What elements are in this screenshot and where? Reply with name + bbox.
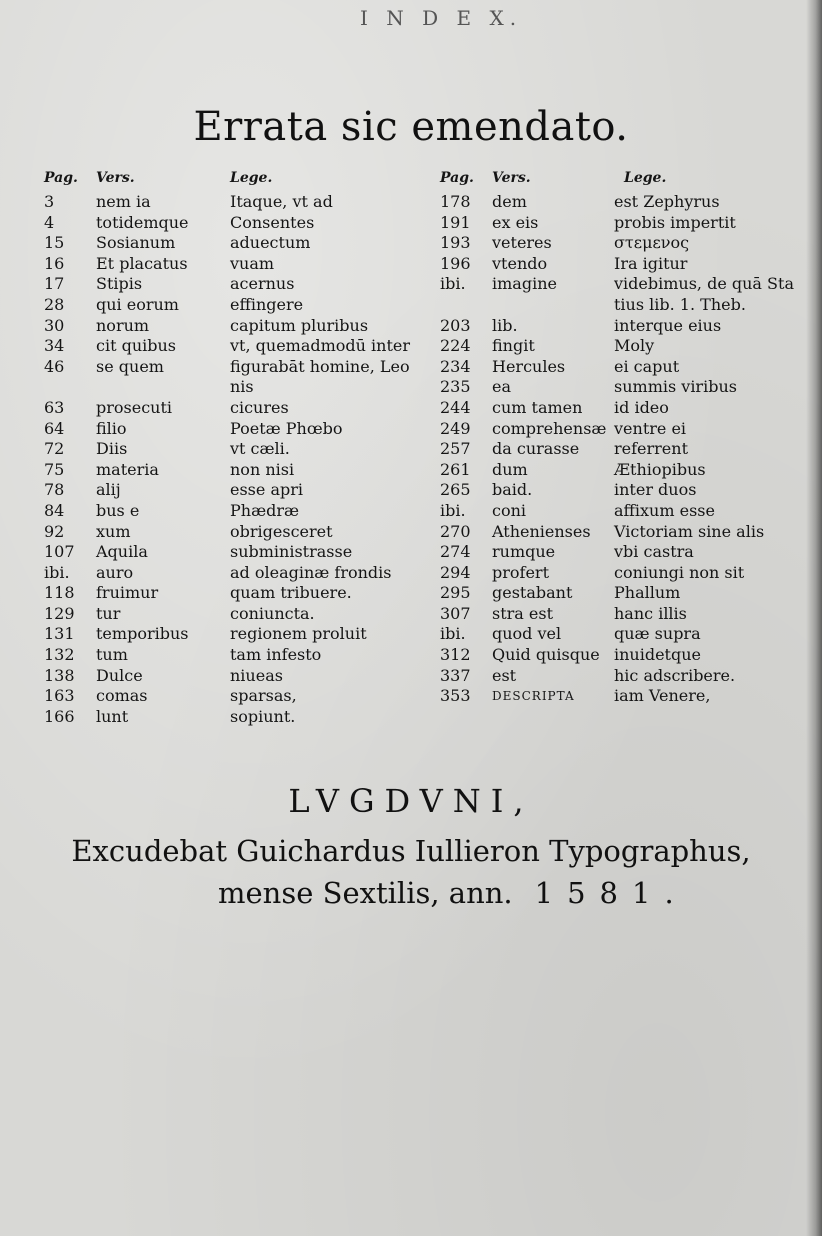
left-lege-cell: nis bbox=[230, 377, 254, 397]
left-pag-cell: 64 bbox=[44, 418, 65, 438]
imprint-printer: Excudebat Guichardus Iullieron Typographus, bbox=[71, 834, 751, 868]
left-vers-column bbox=[96, 192, 226, 727]
right-pag-cell: 249 bbox=[440, 418, 471, 438]
right-pag-cell: 261 bbox=[440, 459, 471, 479]
left-vers-cell: fruimur bbox=[96, 583, 159, 603]
left-lege-cell: obrigesceret bbox=[230, 521, 333, 541]
left-pag-cell: 138 bbox=[44, 665, 75, 685]
left-pag-cell: 118 bbox=[44, 583, 75, 603]
right-pag-cell: 196 bbox=[440, 253, 471, 273]
left-vers-cell: Aquila bbox=[96, 542, 148, 562]
left-vers-cell: Sosianum bbox=[96, 233, 176, 253]
left-vers-cell: filio bbox=[96, 418, 127, 438]
right-pag-cell: 178 bbox=[440, 192, 471, 211]
left-lege-cell: capitum pluribus bbox=[230, 315, 369, 335]
left-lege-cell: coniuncta. bbox=[230, 603, 315, 623]
right-lege-cell: interque eius bbox=[614, 315, 722, 335]
left-vers-cell: lunt bbox=[96, 706, 129, 726]
right-pag-cell: 224 bbox=[440, 336, 471, 356]
header-pag-right: Pag. bbox=[440, 170, 474, 186]
left-pag-cell: 84 bbox=[44, 500, 65, 520]
right-lege-cell: id ideo bbox=[614, 397, 669, 417]
left-vers-cell: auro bbox=[96, 562, 134, 582]
right-lege-cell: referrent bbox=[614, 439, 689, 459]
right-pag-cell: 307 bbox=[440, 603, 471, 623]
right-vers-cell: fingit bbox=[492, 336, 535, 356]
imprint-year: 1581. bbox=[534, 876, 688, 910]
right-pag-cell: 265 bbox=[440, 480, 471, 500]
right-pag-cell: 294 bbox=[440, 562, 471, 582]
imprint-date-line bbox=[218, 876, 818, 910]
right-vers-cell: DESCRIPTA bbox=[492, 689, 575, 704]
left-lege-cell: acernus bbox=[230, 274, 295, 294]
right-pag-cell: ibi. bbox=[440, 274, 466, 294]
left-pag-column bbox=[44, 192, 94, 727]
right-lege-cell: Moly bbox=[614, 336, 655, 356]
right-lege-cell: est Zephyrus bbox=[614, 192, 720, 211]
left-pag-cell: 129 bbox=[44, 603, 75, 623]
right-pag-cell: ibi. bbox=[440, 500, 466, 520]
right-vers-cell: quod vel bbox=[492, 624, 562, 644]
right-pag-column bbox=[440, 192, 490, 707]
right-vers-cell: comprehensæ bbox=[492, 418, 607, 438]
right-lege-cell: quæ supra bbox=[614, 624, 701, 644]
right-lege-cell: vbi castra bbox=[614, 542, 694, 562]
left-vers-cell: cit quibus bbox=[96, 336, 177, 356]
header-pag-left: Pag. bbox=[44, 170, 78, 186]
right-lege-cell: inuidetque bbox=[614, 645, 701, 665]
right-vers-cell: cum tamen bbox=[492, 397, 583, 417]
left-lege-cell: ad oleaginæ frondis bbox=[230, 562, 392, 582]
right-vers-cell: veteres bbox=[492, 233, 552, 253]
left-lege-cell: sparsas, bbox=[230, 686, 297, 706]
right-lege-cell: Phallum bbox=[614, 583, 681, 603]
left-vers-cell: Diis bbox=[96, 439, 128, 459]
right-lege-cell: ei caput bbox=[614, 356, 680, 376]
right-vers-cell: baid. bbox=[492, 480, 533, 500]
right-lege-cell: summis viribus bbox=[614, 377, 737, 397]
left-vers-cell: se quem bbox=[96, 356, 164, 376]
right-vers-cell: gestabant bbox=[492, 583, 573, 603]
left-vers-cell bbox=[96, 377, 226, 398]
right-vers-cell: stra est bbox=[492, 603, 554, 623]
left-vers-cell: tum bbox=[96, 645, 128, 665]
left-lege-cell: niueas bbox=[230, 665, 283, 685]
right-pag-cell: 203 bbox=[440, 315, 471, 335]
left-lege-column bbox=[230, 192, 440, 727]
right-lege-cell: tius lib. 1. Theb. bbox=[614, 294, 746, 314]
header-vers-left: Vers. bbox=[96, 170, 135, 186]
left-pag-cell: 107 bbox=[44, 542, 75, 562]
right-vers-cell: dem bbox=[492, 192, 527, 211]
header-lege-left: Lege. bbox=[230, 170, 273, 186]
right-lege-cell: Victoriam sine alis bbox=[614, 521, 765, 541]
left-lege-cell: cicures bbox=[230, 397, 289, 417]
right-pag-cell: 235 bbox=[440, 377, 471, 397]
right-pag-cell: 353 bbox=[440, 686, 471, 706]
right-lege-cell: probis impertit bbox=[614, 212, 736, 232]
left-lege-cell: esse apri bbox=[230, 480, 303, 500]
right-pag-cell: 257 bbox=[440, 439, 471, 459]
right-vers-cell: ea bbox=[492, 377, 512, 397]
left-pag-cell: 46 bbox=[44, 356, 65, 376]
left-pag-cell: 166 bbox=[44, 706, 75, 726]
right-pag-cell: 193 bbox=[440, 233, 471, 253]
right-lege-cell: affixum esse bbox=[614, 500, 715, 520]
left-lege-cell: tam infesto bbox=[230, 645, 322, 665]
left-vers-cell: materia bbox=[96, 459, 159, 479]
left-pag-cell: 30 bbox=[44, 315, 65, 335]
header-lege-right: Lege. bbox=[624, 170, 667, 186]
left-lege-cell: effingere bbox=[230, 294, 304, 314]
left-pag-cell: 3 bbox=[44, 192, 55, 211]
right-vers-cell: coni bbox=[492, 500, 527, 520]
right-pag-cell: 312 bbox=[440, 645, 471, 665]
right-pag-cell: ibi. bbox=[440, 624, 466, 644]
running-head: I N D E X. bbox=[360, 6, 523, 30]
left-lege-cell: sopiunt. bbox=[230, 706, 296, 726]
left-vers-cell: prosecuti bbox=[96, 397, 173, 417]
right-pag-cell: 270 bbox=[440, 521, 471, 541]
left-vers-cell: totidemque bbox=[96, 212, 189, 232]
left-lege-cell: figurabāt homine, Leo bbox=[230, 356, 410, 376]
left-pag-cell: 163 bbox=[44, 686, 75, 706]
right-vers-cell bbox=[492, 295, 622, 316]
right-pag-cell: 191 bbox=[440, 212, 471, 232]
right-lege-cell: στεμενος bbox=[614, 233, 690, 253]
right-vers-cell: profert bbox=[492, 562, 549, 582]
right-vers-cell: dum bbox=[492, 459, 528, 479]
left-vers-cell: norum bbox=[96, 315, 150, 335]
left-vers-cell: xum bbox=[96, 521, 131, 541]
imprint-date: mense Sextilis, ann. bbox=[218, 876, 513, 910]
right-pag-cell: 274 bbox=[440, 542, 471, 562]
right-lege-cell: hanc illis bbox=[614, 603, 687, 623]
right-lege-cell: ventre ei bbox=[614, 418, 687, 438]
right-vers-cell: lib. bbox=[492, 315, 518, 335]
right-vers-cell: Hercules bbox=[492, 356, 566, 376]
left-lege-cell: subministrasse bbox=[230, 542, 353, 562]
left-pag-cell: 16 bbox=[44, 253, 65, 273]
right-lege-cell: coniungi non sit bbox=[614, 562, 745, 582]
left-pag-cell: 132 bbox=[44, 645, 75, 665]
left-vers-cell: temporibus bbox=[96, 624, 189, 644]
right-lege-cell: inter duos bbox=[614, 480, 697, 500]
left-pag-cell: ibi. bbox=[44, 562, 70, 582]
right-lege-column bbox=[614, 192, 814, 707]
right-pag-cell bbox=[440, 295, 490, 316]
right-pag-cell: 244 bbox=[440, 397, 471, 417]
left-lege-cell: Consentes bbox=[230, 212, 315, 232]
left-vers-cell: comas bbox=[96, 686, 148, 706]
left-vers-cell: Stipis bbox=[96, 274, 143, 294]
left-lege-cell: regionem proluit bbox=[230, 624, 367, 644]
right-vers-cell: Quid quisque bbox=[492, 645, 600, 665]
left-vers-cell: Et placatus bbox=[96, 253, 188, 273]
left-pag-cell: 131 bbox=[44, 624, 75, 644]
left-pag-cell bbox=[44, 377, 94, 398]
right-lege-cell: hic adscribere. bbox=[614, 665, 736, 685]
right-vers-cell: imagine bbox=[492, 274, 557, 294]
right-vers-cell: rumque bbox=[492, 542, 556, 562]
left-pag-cell: 17 bbox=[44, 274, 65, 294]
left-pag-cell: 28 bbox=[44, 294, 65, 314]
imprint-city: LVGDVNI, bbox=[288, 782, 534, 820]
right-vers-cell: ex eis bbox=[492, 212, 539, 232]
left-lege-cell: vt, quemadmodū inter bbox=[230, 336, 411, 356]
left-lege-cell: Poetæ Phœbo bbox=[230, 418, 343, 438]
left-pag-cell: 15 bbox=[44, 233, 65, 253]
left-vers-cell: nem ia bbox=[96, 192, 151, 211]
right-pag-cell: 337 bbox=[440, 665, 471, 685]
left-vers-cell: Dulce bbox=[96, 665, 143, 685]
left-pag-cell: 92 bbox=[44, 521, 65, 541]
left-lege-cell: vuam bbox=[230, 253, 275, 273]
left-pag-cell: 34 bbox=[44, 336, 65, 356]
right-vers-cell: vtendo bbox=[492, 253, 548, 273]
right-lege-cell: Æthiopibus bbox=[614, 459, 706, 479]
left-pag-cell: 75 bbox=[44, 459, 65, 479]
right-lege-cell: iam Venere, bbox=[614, 686, 711, 706]
left-pag-cell: 63 bbox=[44, 397, 65, 417]
page-title: Errata sic emendato. bbox=[193, 104, 629, 150]
left-vers-cell: alij bbox=[96, 480, 121, 500]
right-vers-cell: da curasse bbox=[492, 439, 580, 459]
left-lege-cell: Itaque, vt ad bbox=[230, 192, 333, 211]
right-pag-cell: 234 bbox=[440, 356, 471, 376]
right-vers-column bbox=[492, 192, 622, 707]
left-vers-cell: tur bbox=[96, 603, 121, 623]
left-pag-cell: 4 bbox=[44, 212, 55, 232]
left-lege-cell: non nisi bbox=[230, 459, 295, 479]
left-lege-cell: aduectum bbox=[230, 233, 311, 253]
right-lege-cell: videbimus, de quā Sta bbox=[614, 274, 794, 294]
left-vers-cell: bus e bbox=[96, 500, 140, 520]
left-pag-cell: 78 bbox=[44, 480, 65, 500]
left-lege-cell: Phædræ bbox=[230, 500, 300, 520]
right-vers-cell: Athenienses bbox=[492, 521, 591, 541]
right-pag-cell: 295 bbox=[440, 583, 471, 603]
right-lege-cell: Ira igitur bbox=[614, 253, 688, 273]
left-lege-cell: quam tribuere. bbox=[230, 583, 352, 603]
right-vers-cell: est bbox=[492, 665, 517, 685]
header-vers-right: Vers. bbox=[492, 170, 531, 186]
left-lege-cell: vt cæli. bbox=[230, 439, 290, 459]
left-vers-cell: qui eorum bbox=[96, 294, 179, 314]
left-pag-cell: 72 bbox=[44, 439, 65, 459]
